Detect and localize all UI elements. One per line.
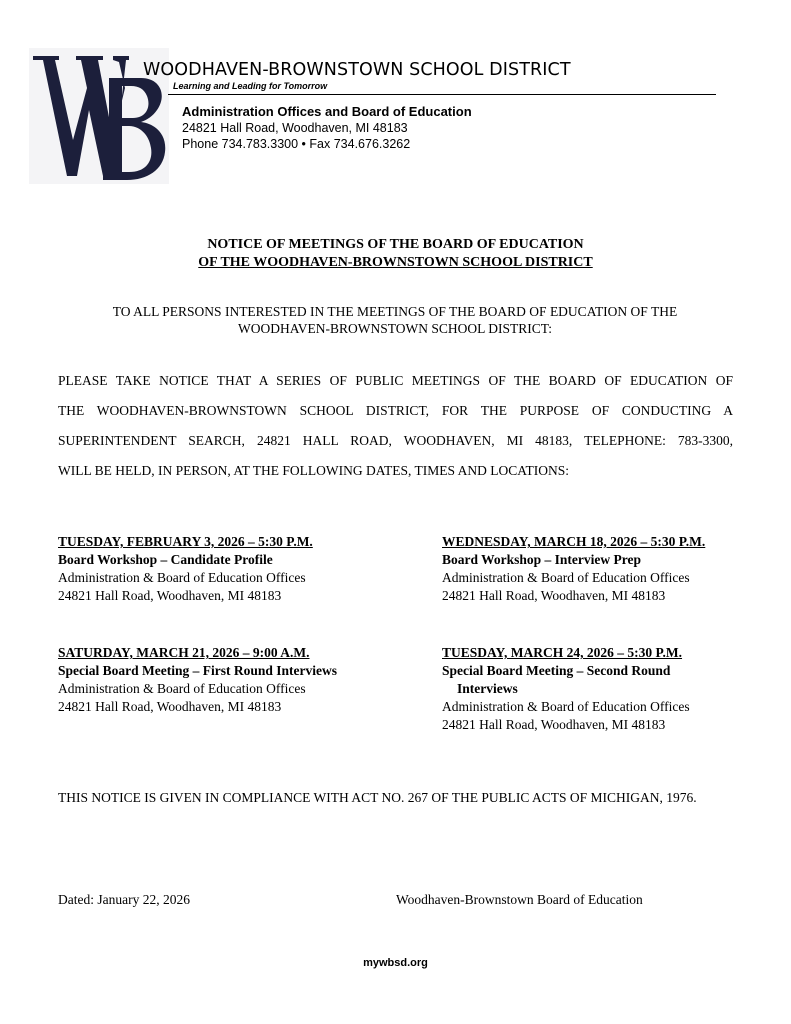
meeting-address: 24821 Hall Road, Woodhaven, MI 48183: [442, 717, 666, 732]
compliance-statement: THIS NOTICE IS GIVEN IN COMPLIANCE WITH ACT NO. 267 OF THE PUBLIC ACTS OF MICHIGAN, 1976.: [58, 790, 697, 805]
meeting-address: 24821 Hall Road, Woodhaven, MI 48183: [58, 588, 282, 603]
meeting-block: [442, 533, 772, 605]
header-divider: [168, 94, 716, 95]
body-line: WILL BE HELD, IN PERSON, AT THE FOLLOWING DATES, TIMES AND LOCATIONS:: [58, 463, 569, 478]
meeting-location: Administration & Board of Education Offices: [442, 570, 690, 585]
meeting-location: Administration & Board of Education Offices: [58, 681, 306, 696]
meeting-type: Board Workshop – Interview Prep: [442, 552, 642, 567]
office-address: 24821 Hall Road, Woodhaven, MI 48183: [182, 121, 408, 135]
dated-line: Dated: January 22, 2026: [58, 892, 190, 907]
meeting-address: 24821 Hall Road, Woodhaven, MI 48183: [58, 699, 282, 714]
meeting-block: [58, 533, 388, 605]
meeting-address: 24821 Hall Road, Woodhaven, MI 48183: [442, 588, 666, 603]
meeting-location: Administration & Board of Education Offices: [442, 699, 690, 714]
meeting-type: Special Board Meeting – Second Round: [442, 663, 671, 678]
meeting-location: Administration & Board of Education Offices: [58, 570, 306, 585]
meeting-type: Board Workshop – Candidate Profile: [58, 552, 273, 567]
notice-title-line2: OF THE WOODHAVEN-BROWNSTOWN SCHOOL DISTRICT: [198, 255, 593, 270]
meeting-date: SATURDAY, MARCH 21, 2026 – 9:00 A.M.: [58, 645, 310, 660]
meeting-block: [442, 644, 772, 734]
district-name: WOODHAVEN-BROWNSTOWN SCHOOL DISTRICT: [143, 60, 571, 80]
website-link[interactable]: mywbsd.org: [363, 957, 428, 969]
body-line: THE WOODHAVEN-BROWNSTOWN SCHOOL DISTRICT, FOR THE PURPOSE OF CONDUCTING A: [58, 403, 733, 418]
meeting-block: [58, 644, 388, 716]
office-title: Administration Offices and Board of Education: [182, 104, 472, 119]
notice-body: [58, 366, 733, 486]
signature-line: Woodhaven-Brownstown Board of Education: [396, 892, 643, 907]
district-tagline: Learning and Leading for Tomorrow: [173, 81, 328, 91]
office-phone: Phone 734.783.3300 • Fax 734.676.3262: [182, 137, 411, 151]
addressee: [60, 303, 730, 337]
body-line: SUPERINTENDENT SEARCH, 24821 HALL ROAD, WOODHAVEN, MI 48183, TELEPHONE: 783-3300,: [58, 433, 733, 448]
office-contact-block: [182, 104, 472, 152]
meeting-date: TUESDAY, MARCH 24, 2026 – 5:30 P.M.: [442, 645, 683, 660]
meeting-type: Special Board Meeting – First Round Interviews: [58, 663, 337, 678]
addressee-line2: WOODHAVEN-BROWNSTOWN SCHOOL DISTRICT:: [237, 321, 553, 336]
body-line: PLEASE TAKE NOTICE THAT A SERIES OF PUBLIC MEETINGS OF THE BOARD OF EDUCATION OF: [58, 373, 733, 388]
meeting-type-continued: Interviews: [457, 681, 518, 696]
meeting-date: TUESDAY, FEBRUARY 3, 2026 – 5:30 P.M.: [58, 534, 313, 549]
notice-title-line1: NOTICE OF MEETINGS OF THE BOARD OF EDUCATION: [207, 237, 584, 252]
meeting-date: WEDNESDAY, MARCH 18, 2026 – 5:30 P.M.: [442, 534, 706, 549]
addressee-line1: TO ALL PERSONS INTERESTED IN THE MEETINGS OF THE BOARD OF EDUCATION OF THE: [112, 304, 678, 319]
